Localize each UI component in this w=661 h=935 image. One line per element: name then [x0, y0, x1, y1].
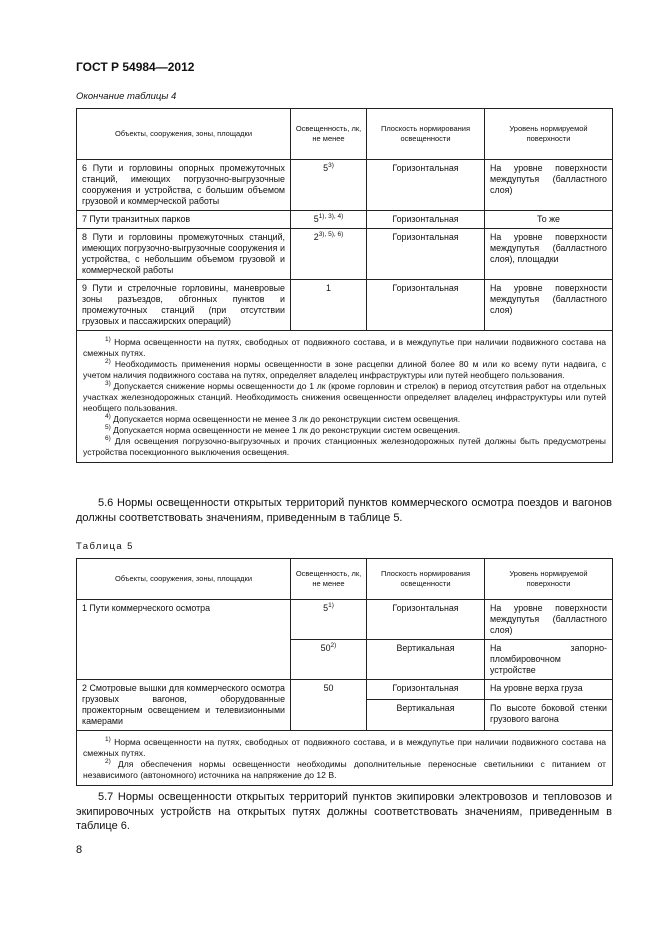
footnote: $^{2)}$ Для обеспечения нормы освещенности необходимы дополнительные переносные светильники с питанием от независимого (автономного) источника на напряжение до 12 В. — [83, 758, 606, 780]
footnote: $^{3)}$ Допускается снижение нормы освещенности до 1 лк (кроме горловин и стрелок) в период отсутствия работ на отдельных участках железнодорожных станций. Необходимость снижения освещенности определяет владелец инфраструктуры или путей необщего пользования. — [83, 380, 606, 413]
table4-header-object: Объекты, сооружения, зоны, площадки — [77, 109, 291, 160]
row-level: На запорно-пломбировочном устройстве — [485, 640, 613, 680]
row-lux: $5^{1), 3), 4)}$ — [291, 211, 367, 229]
table4-header-row — [77, 109, 613, 160]
footnote: $^{6)}$ Для освещения погрузочно-выгрузочных и прочих станционных железнодорожных путей должны быть предусмотрены устройства посекционного выключения освещения. — [83, 435, 606, 457]
row-level: То же — [485, 211, 613, 229]
table-4 — [76, 108, 613, 463]
row-level: На уровне поверхности междупутья (балластного слоя) — [485, 600, 613, 640]
footnote: $^{2)}$ Необходимость применения нормы освещенности в зоне расцепки длиной более 80 м или ко всему пути надвига, с учетом наличия подвижного состава на путях, определяет владелец инфраструктуры или путей необщего пользования. — [83, 358, 606, 380]
table-row — [77, 211, 613, 229]
table5-header-row — [77, 559, 613, 600]
table4-footnotes-row — [77, 331, 613, 463]
row-object: 7 Пути транзитных парков — [77, 211, 291, 229]
table-row — [77, 680, 613, 700]
footnote: $^{1)}$ Норма освещенности на путях, свободных от подвижного состава, и в междупутье при наличии подвижного состава на смежных путях. — [83, 336, 606, 358]
table5-footnotes — [77, 731, 613, 786]
table5-header-object: Объекты, сооружения, зоны, площадки — [77, 559, 291, 600]
table5-header-plane: Плоскость нормирования освещенности — [367, 559, 485, 600]
table5-header-level: Уровень нормируемой поверхности — [485, 559, 613, 600]
paragraph-5-6: 5.6 Нормы освещенности открытых территорий пунктов коммерческого осмотра поездов и вагонов должны соответствовать значениям, приведенным в таблице 5. — [76, 497, 612, 524]
row-lux: 5$^{1)}$ — [291, 600, 367, 640]
row-lux: 50 — [291, 680, 367, 731]
table4-header-plane: Плоскость нормирования освещенности — [367, 109, 485, 160]
row-plane: Вертикальная — [367, 699, 485, 730]
document-code: ГОСТ Р 54984—2012 — [76, 60, 195, 74]
table-row — [77, 600, 613, 640]
table4-header-level: Уровень нормируемой поверхности — [485, 109, 613, 160]
row-plane: Горизонтальная — [367, 280, 485, 331]
row-lux: 5$^{3)}$ — [291, 160, 367, 211]
row-level: На уровне поверхности междупутья (балластного слоя) — [485, 160, 613, 211]
row-object: 2 Смотровые вышки для коммерческого осмотра грузовых вагонов, оборудованные прожекторным освещением и телевизионными камерами — [77, 680, 291, 731]
row-object: 8 Пути и горловины промежуточных станций, имеющих погрузочно-выгрузочные сооружения и устройства, с небольшим объемом грузовой и коммерческой работы — [77, 229, 291, 280]
paragraph-5-7: 5.7 Нормы освещенности открытых территорий пунктов экипировки электровозов и тепловозов и экипировочных устройств на открытых путях должны соответствовать значениям, приведенным в таблице 6. — [76, 791, 612, 832]
row-plane: Горизонтальная — [367, 211, 485, 229]
row-level: На уровне поверхности междупутья (балластного слоя) — [485, 280, 613, 331]
footnote: $^{1)}$ Норма освещенности на путях, свободных от подвижного состава, и в междупутье при наличии подвижного состава на смежных путях. — [83, 736, 606, 758]
table-row — [77, 229, 613, 280]
table5-caption: Таблица 5 — [76, 541, 134, 552]
table-row — [77, 160, 613, 211]
row-plane: Горизонтальная — [367, 680, 485, 700]
footnote: $^{5)}$ Допускается норма освещенности не менее 1 лк до реконструкции систем освещения. — [105, 424, 461, 435]
row-object: 1 Пути коммерческого осмотра — [77, 600, 291, 680]
page-number: 8 — [76, 844, 83, 856]
row-level: На уровне верха груза — [485, 680, 613, 700]
row-plane: Вертикальная — [367, 640, 485, 680]
table-5 — [76, 558, 613, 786]
table4-caption: Окончание таблицы 4 — [76, 91, 177, 102]
row-object: 9 Пути и стрелочные горловины, маневровые зоны разъездов, обгонных пунктов и промежуточных станций (при отсутствии грузовых и пассажирских операций) — [77, 280, 291, 331]
footnote: $^{4)}$ Допускается норма освещенности не менее 3 лк до реконструкции систем освещения. — [105, 413, 461, 424]
row-plane: Горизонтальная — [367, 229, 485, 280]
row-lux: 1 — [291, 280, 367, 331]
row-level: По высоте боковой стенки грузового вагона — [485, 699, 613, 730]
table5-header-lux: Освещенность, лк, не менее — [291, 559, 367, 600]
table4-header-lux: Освещенность, лк, не менее — [291, 109, 367, 160]
row-lux: 50$^{2)}$ — [291, 640, 367, 680]
row-object: 6 Пути и горловины опорных промежуточных станций, имеющих погрузочно-выгрузочные сооружения и устройства, с большим объемом грузовой и коммерческой работы — [77, 160, 291, 211]
row-lux: $2^{3), 5), 6)}$ — [291, 229, 367, 280]
row-plane: Горизонтальная — [367, 160, 485, 211]
table4-footnotes — [77, 331, 613, 463]
table-row — [77, 280, 613, 331]
row-plane: Горизонтальная — [367, 600, 485, 640]
row-level: На уровне поверхности междупутья (балластного слоя), площадки — [485, 229, 613, 280]
table5-footnotes-row — [77, 731, 613, 786]
